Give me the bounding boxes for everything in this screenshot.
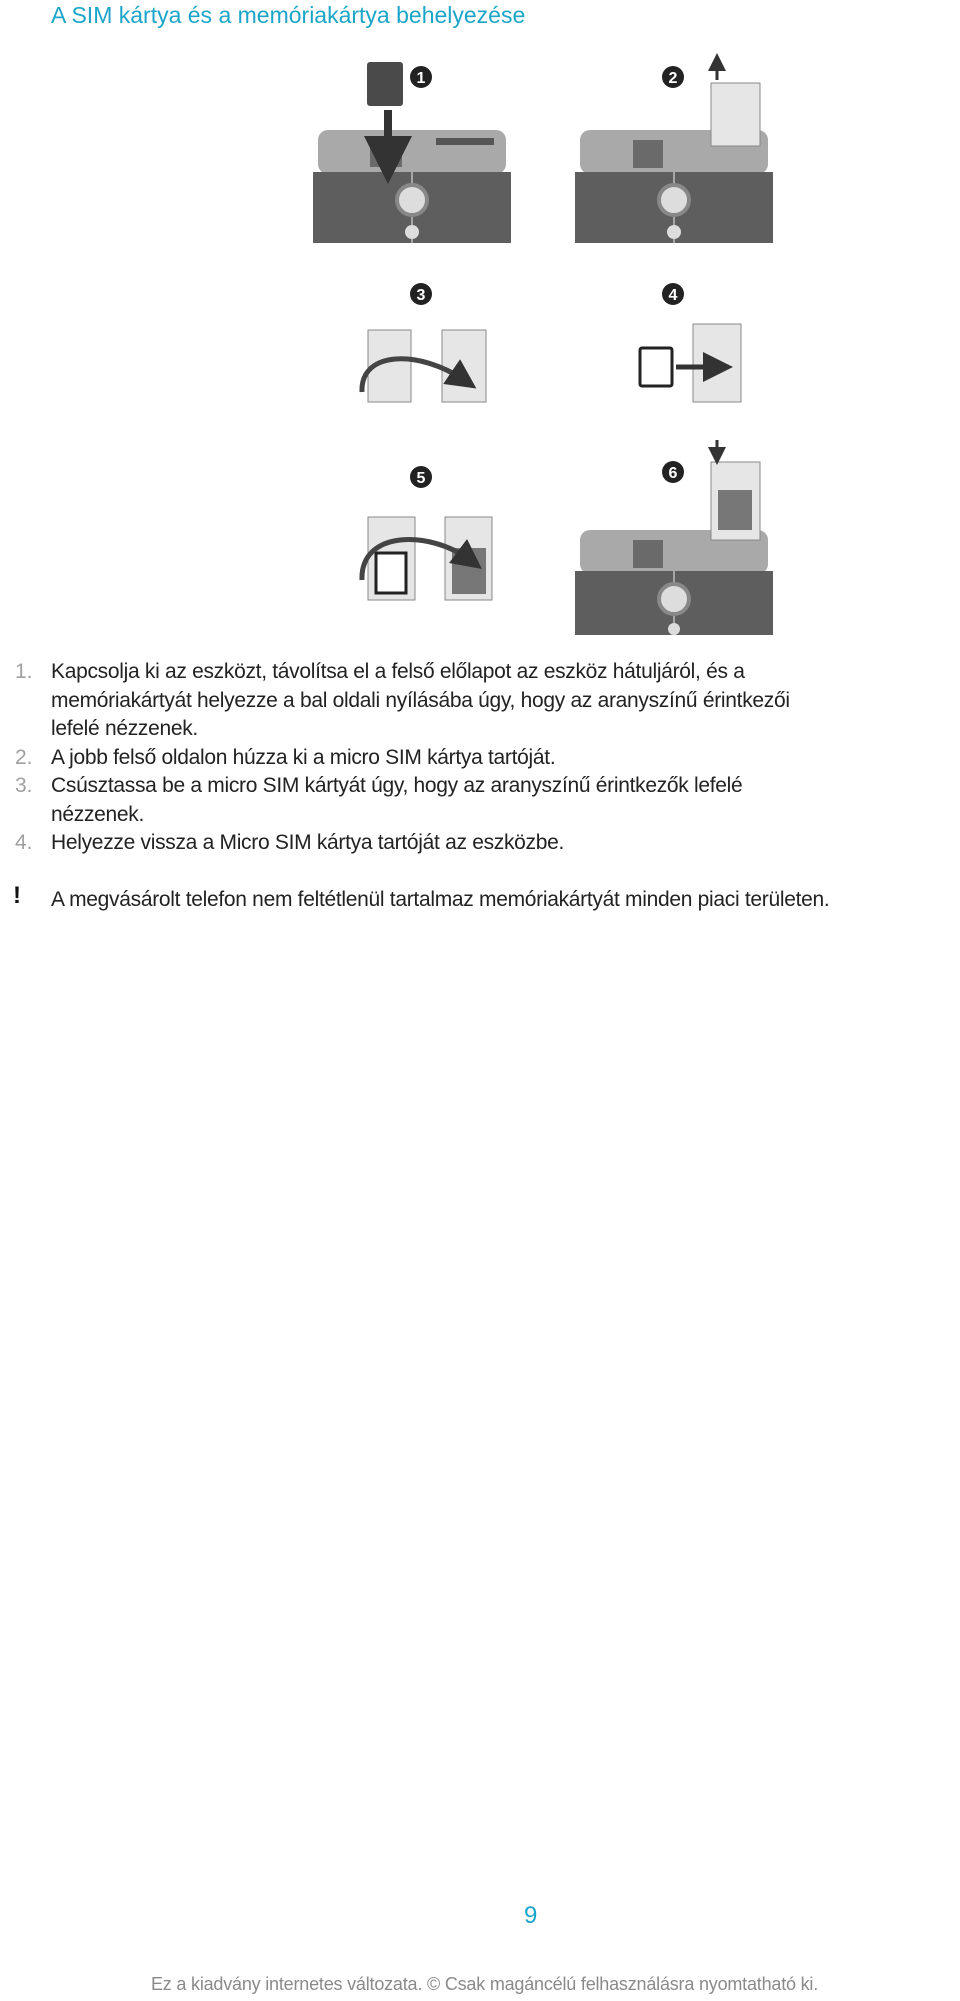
step-label-4 xyxy=(662,283,684,305)
instruction-step-3 xyxy=(0,772,960,829)
footer-text: Ez a kiadvány internetes változata. © Csak magáncélú felhasználásra nyomtatható ki. xyxy=(151,1974,819,1994)
page-number: 9 xyxy=(524,1902,538,1929)
step-number: 1. xyxy=(15,660,33,683)
page-title: A SIM kártya és a memóriakártya behelyezése xyxy=(51,2,526,28)
svg-text:4: 4 xyxy=(668,287,678,304)
instruction-step-4 xyxy=(0,829,960,858)
panel-step-3 xyxy=(362,330,486,402)
camera-icon xyxy=(397,185,427,215)
warning-note xyxy=(0,882,960,915)
sim-memory-card-illustration xyxy=(0,0,960,650)
step-number: 2. xyxy=(15,745,33,769)
step-text: memóriakártyát helyezze a bal oldali nyílásába úgy, hogy az aranyszínű érintkezői xyxy=(51,688,790,712)
sim-holder-icon xyxy=(711,83,760,146)
step-label-1 xyxy=(410,66,432,88)
step-text: A jobb felső oldalon húzza ki a micro SIM kártya tartóját. xyxy=(51,745,556,769)
instruction-step-1 xyxy=(0,658,960,744)
step-number: 4. xyxy=(15,831,33,854)
svg-text:5: 5 xyxy=(416,470,426,487)
instruction-step-2 xyxy=(0,744,960,773)
step-number: 3. xyxy=(15,774,33,797)
panel-step-5 xyxy=(362,517,492,600)
svg-text:2: 2 xyxy=(668,70,678,87)
step-text: nézzenek. xyxy=(51,802,145,826)
svg-text:1: 1 xyxy=(416,70,426,87)
panel-step-2 xyxy=(575,62,773,243)
svg-text:3: 3 xyxy=(416,287,426,304)
note-text: A megvásárolt telefon nem feltétlenül tartalmaz memóriakártyát minden piaci területen. xyxy=(51,888,830,911)
exclamation-icon: ! xyxy=(13,882,21,909)
panel-step-1 xyxy=(313,62,511,243)
step-text: Helyezze vissza a Micro SIM kártya tartóját az eszközbe. xyxy=(51,831,565,854)
svg-text:6: 6 xyxy=(668,465,678,482)
memory-card-icon xyxy=(367,62,403,106)
panel-step-4 xyxy=(640,324,741,402)
step-label-5 xyxy=(410,466,432,488)
step-label-3 xyxy=(410,283,432,305)
step-text: Csúsztassa be a micro SIM kártyát úgy, hogy az aranyszínű érintkezők lefelé xyxy=(51,774,743,797)
sim-card-icon xyxy=(640,348,672,386)
step-label-6 xyxy=(662,461,684,483)
step-text: lefelé nézzenek. xyxy=(51,717,198,740)
instruction-list xyxy=(0,658,960,858)
step-text: Kapcsolja ki az eszközt, távolítsa el a felső előlapot az eszköz hátuljáról, és a xyxy=(51,660,745,683)
step-label-2 xyxy=(662,66,684,88)
